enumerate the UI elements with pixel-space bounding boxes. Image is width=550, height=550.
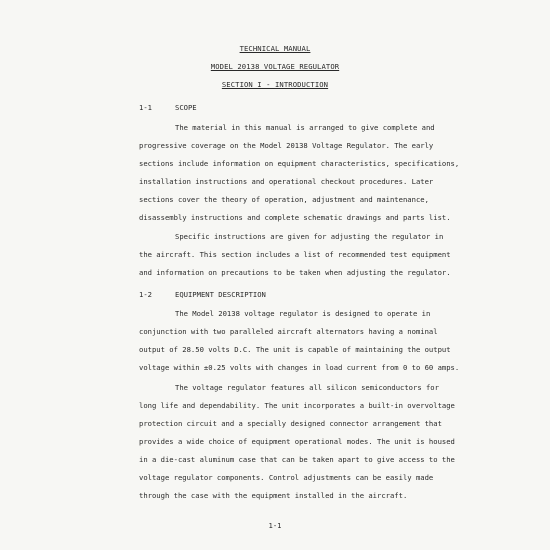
section-number: 1-2 [139,290,152,299]
paragraph-line: Specific instructions are given for adjusting the regulator in [175,232,444,241]
paragraph-line: output of 28.50 volts D.C. The unit is capable of maintaining the output [139,345,451,354]
paragraph-line: disassembly instructions and complete schematic drawings and parts list. [139,213,451,222]
header-model: MODEL 20138 VOLTAGE REGULATOR [210,62,340,71]
paragraph-line: voltage regulator components. Control adjustments can be easily made [139,473,434,482]
paragraph-line: long life and dependability. The unit incorporates a built-in overvoltage [139,401,455,410]
header-section: SECTION I - INTRODUCTION [221,80,329,89]
paragraph-line: The material in this manual is arranged to give complete and [175,123,435,132]
paragraph-line: provides a wide choice of equipment operational modes. The unit is housed [139,437,455,446]
paragraph-line: The voltage regulator features all silicon semiconductors for [175,383,439,392]
section-number: 1-1 [139,103,152,112]
paragraph-line: the aircraft. This section includes a list of recommended test equipment [139,250,451,259]
paragraph-line: The Model 20138 voltage regulator is designed to operate in [175,309,431,318]
paragraph-line: in a die-cast aluminum case that can be taken apart to give access to the [139,455,455,464]
section-title: EQUIPMENT DESCRIPTION [175,290,266,299]
header-title: TECHNICAL MANUAL [239,44,311,53]
section-title: SCOPE [175,103,197,112]
paragraph-line: progressive coverage on the Model 20138 Voltage Regulator. The early [139,141,434,150]
paragraph-line: protection circuit and a specially designed connector arrangement that [139,419,442,428]
paragraph-line: sections cover the theory of operation, adjustment and maintenance, [139,195,429,204]
paragraph-line: and information on precautions to be taken when adjusting the regulator. [139,268,451,277]
page-number: 1-1 [268,521,282,530]
paragraph-line: through the case with the equipment installed in the aircraft. [139,491,408,500]
paragraph-line: installation instructions and operational checkout procedures. Later [139,177,434,186]
paragraph-line: voltage within ±0.25 volts with changes in load current from 0 to 60 amps. [139,363,460,372]
paragraph-line: conjunction with two paralleled aircraft alternators having a nominal [139,327,438,336]
paragraph-line: sections include information on equipment characteristics, specifications, [139,159,460,168]
